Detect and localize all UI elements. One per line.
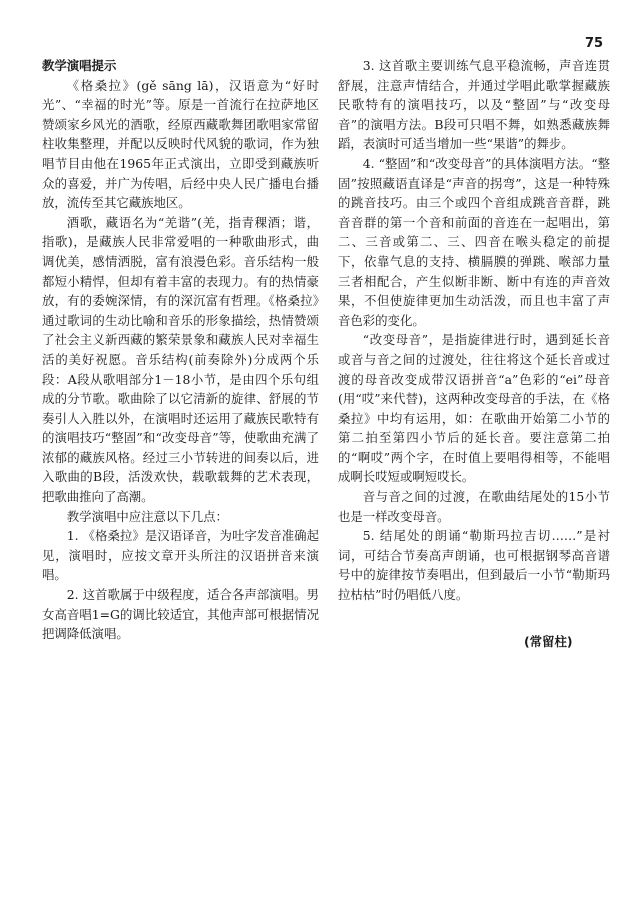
paragraph-point-2: 2. 这首歌属于中级程度，适合各声部演唱。男女高音唱1=G的调比较适宜，其他声部可根据情况把调降低演唱。 [42,587,319,642]
author-signature: (常留柱) [524,634,573,649]
paragraph-drinking-song: 酒歌，藏语名为“羌谐”(羌，指青稞酒；谐，指歌)，是藏族人民非常爱唱的一种歌曲形式，曲调优美，感情洒脱，富有浪漫色彩。音乐结构一般都短小精悍，但却有着丰富的表现力。有的热情豪放，有的委婉深情，有的深沉富有哲理。《格桑拉》通过歌词的生动比喻和音乐的形象描绘，热情赞颂了社会主义新西藏的繁荣景象和藏族人民对幸福生活的美好祝愿。音乐结构(前奏除外)分成两个乐段：A段从歌唱部分1－18小节，是由四个乐句组成的分节歌。歌曲除了以它清新的旋律、舒展的节奏引人入胜以外，在演唱时还运用了藏族民歌特有的演唱技巧“整固”和“改变母音”等，使歌曲充满了浓郁的藏族风格。经过三小节转进的间奏以后，进入歌曲的B段，活泼欢快，载歌载舞的艺术表现，把歌曲推向了高潮。 [42,214,319,505]
paragraph-transition: 音与音之间的过渡，在歌曲结尾处的15小节也是一样改变母音。 [338,489,610,524]
paragraph-point-1: 1. 《格桑拉》是汉语译音，为吐字发音准确起见，演唱时，应按文章开头所注的汉语拼音来演唱。 [42,528,319,583]
left-column [42,56,319,644]
page-number: 75 [585,36,604,51]
section-heading: 教学演唱提示 [42,58,117,73]
paragraph-point-5: 5. 结尾处的朗诵“勒斯玛拉吉切……”是衬词，可结合节奏高声朗诵，也可根据钢琴高音谱号中的旋律按节奏唱出，但到最后一小节“勒斯玛拉枯枯”时仍唱低八度。 [338,528,610,603]
paragraph-point-4: 4. “整固”和“改变母音”的具体演唱方法。“整固”按照藏语直译是“声音的拐弯”，这是一种特殊的跳音技巧。由三个或四个音组成跳音音群，跳音音群的第一个音和前面的音连在一起唱出，第二、三音或第二、三、四音在喉头稳定的前提下，依靠气息的支持、横膈膜的弹跳、喉部力量三者相配合，产生似断非断、断中有连的声音效果，不但使旋律更加生动活泼，而且也丰富了声音色彩的变化。 [338,155,610,328]
paragraph-intro: 《格桑拉》(gě sāng lā)，汉语意为“好时光”、“幸福的时光”等。原是一首流行在拉萨地区赞颂家乡风光的酒歌，经原西藏歌舞团歌唱家常留柱收集整理，并配以反映时代风貌的歌词，作为独唱节目由他在1965年正式演出，立即受到藏族听众的喜爱，并广为传唱，后经中央人民广播电台播放，流传至其它藏族地区。 [42,77,319,211]
right-column [338,56,610,605]
paragraph-notes-lead: 教学演唱中应注意以下几点： [66,508,228,524]
paragraph-point-3: 3. 这首歌主要训练气息平稳流畅，声音连贯舒展，注意声情结合，并通过学唱此歌掌握藏族民歌特有的演唱技巧，以及“整固”与“改变母音”的演唱方法。B段可只唱不舞，如熟悉藏族舞蹈，表演时可适当增加一些“果谐”的舞步。 [338,58,610,152]
paragraph-vowel-change: “改变母音”，是指旋律进行时，遇到延长音或音与音之间的过渡处，往往将这个延长音或过渡的母音改变成带汉语拼音“a”色彩的“ei”母音(用“哎”来代替)，这两种改变母音的手法，在《格桑拉》中均有运用，如：在歌曲开始第二小节的第二拍至第四小节后的延长音。要注意第二拍的“啊哎”两个字，在时值上要唱得相等，不能唱成啊长哎短或啊短哎长。 [338,332,610,485]
